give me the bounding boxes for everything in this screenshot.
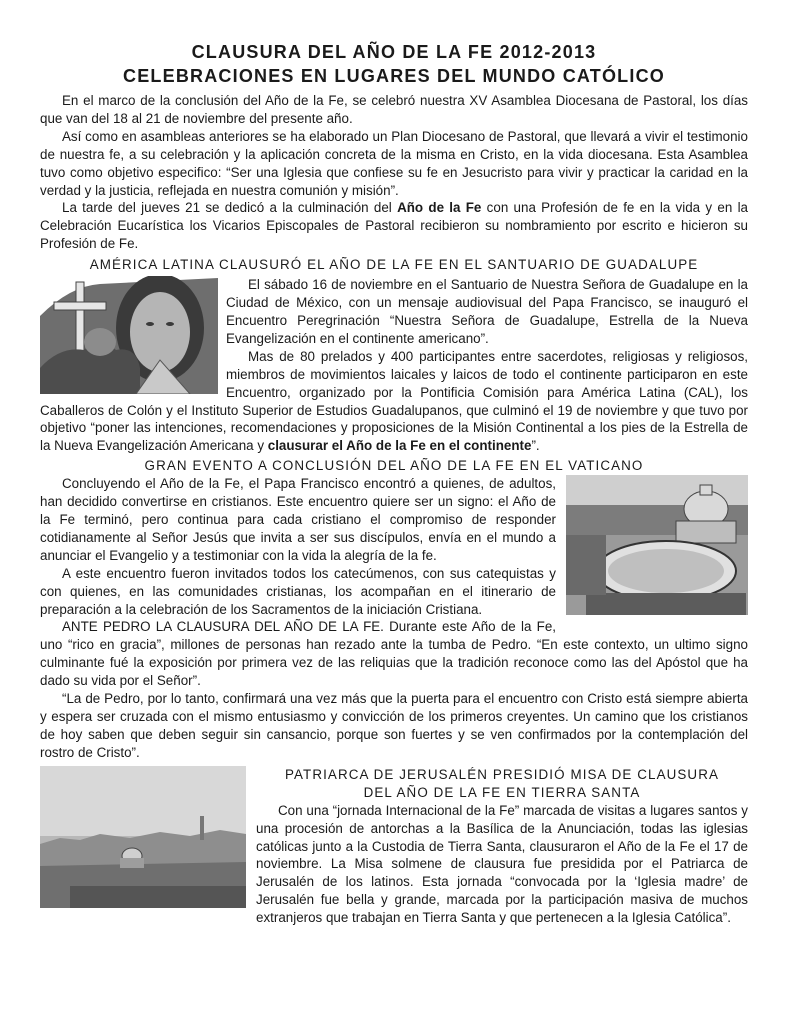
title-line-1: CLAUSURA DEL AÑO DE LA FE 2012-2013 [191,42,597,62]
section-jerusalen [40,766,748,927]
jerusalen-paragraph-1: Con una “jornada Internacional de la Fe” marcada de visitas a lugares santos y una procesión de antorchas a la Basílica de la Anunciación, todas las iglesias católicas junto a la Custodia de Tierra Santa, clausuraron el Año de la Fe el 17 de noviembre. La Misa solmene de clausura fue presidida por el Patriarca de Jerusalén de los latinos. Esta jornada “convocada por la ‘Iglesia madre’ de Jerusalén fue bella y grande, marcada por la participación masiva de muchos extranjeros que trabajan en Tierra Santa y que pertenecen a la Iglesia Católica”. [256,802,748,926]
jerusalem-image [40,766,246,908]
section-heading-jerusalen-2: DEL AÑO DE LA FE EN TIERRA SANTA [363,784,641,800]
vaticano-paragraph-4: “La de Pedro, por lo tanto, confirmará una vez más que la puerta para el encuentro con Cristo está siempre abierta y espera ser cruzada con el mismo entusiasmo y convicción de los primeros creyentes. Un camino que los cristianos de hoy saben que deben seguir sin cansancio, porque son fuertes y se ven confirmados por la contemplación del rostro de Cristo”. [40,691,748,760]
section-heading-vaticano: GRAN EVENTO A CONCLUSIÓN DEL AÑO DE LA FE EN EL VATICANO [144,458,644,474]
section-heading-guadalupe: AMÉRICA LATINA CLAUSURÓ EL AÑO DE LA FE EN EL SANTUARIO DE GUADALUPE [89,257,699,273]
vaticano-paragraph-1: Concluyendo el Año de la Fe, el Papa Francisco encontró a quienes, de adultos, han decidido convertirse en cristianos. Este encuentro quiere ser un signo: el Año de la Fe terminó, pero continua para cada cristiano el compromiso de responder cotidianamente al Señor Jesús que invita a ser sus discípulos, envía en el mundo a anunciar el Evangelio y a testimoniar con la vida la alegría de la fe. [40,476,556,563]
intro-paragraph-3: La tarde del jueves 21 se dedicó a la culminación del Año de la Fe con una Profesión de fe en la vida y en la Celebración Eucarística los Vicarios Episcopales de Pastoral recibieron su nombramiento por escrito e hicieron su Profesión de Fe. [40,200,748,252]
vaticano-paragraph-2: A este encuentro fueron invitados todos los catecúmenos, con sus catequistas y con quienes, en las comunidades cristianas, los acompañan en el itinerario de preparación a la celebración de los Sacramentos de la iniciación Cristiana. [40,565,556,617]
guadalupe-paragraph-2: Mas de 80 prelados y 400 participantes entre sacerdotes, religiosas y religiosos, miembros de movimientos laicales y laicos de todo el continente participaron en este Encuentro, organizado por la Pontificia Comisión para América Latina (CAL), los Caballeros de Colón y el Instituto Superior de Estudios Guadalupanos, que culminó el 19 de noviembre y que tuvo por objetivo “poner las intenciones, recomendaciones y proposiciones de la Misión Continental a los pies de la Estrella de la Nueva Evangelización Americana y clausurar el Año de la Fe en el continente”. [40,348,748,454]
section-guadalupe [40,276,748,455]
vaticano-paragraph-3: ANTE PEDRO LA CLAUSURA DEL AÑO DE LA FE. Durante este Año de la Fe, uno “rico en gracia”, millones de personas han rezado ante la tumba de Pedro. “En este contexto, un ultimo signo culminante fué la exposición por primera vez de las reliquias que la tradición reconoce como las del Apóstol que ha dado su vida por el Señor”. [40,619,748,689]
title-line-2: CELEBRACIONES EN LUGARES DEL MUNDO CATÓLICO [123,66,665,86]
intro-paragraph-2: Así como en asambleas anteriores se ha elaborado un Plan Diocesano de Pastoral, que llevará a vivir el testimonio de nuestra fe, a su celebración y la aplicación concreta de la misma en Cristo, en la vida diocesana. Esta Asamblea tuvo como objetivo especifico: “Ser una Iglesia que confiese su fe en Jesucristo para vivir y practicar la caridad en la verdad y la justicia, reflejada en nuestra comunión y misión”. [40,128,748,198]
guadalupe-image [40,276,218,394]
section-heading-jerusalen-1: PATRIARCA DE JERUSALÉN PRESIDIÓ MISA DE CLAUSURA [284,766,720,782]
section-vaticano [40,475,748,762]
intro-section [40,92,748,253]
guadalupe-paragraph-1: El sábado 16 de noviembre en el Santuario de Nuestra Señora de Guadalupe en la Ciudad de México, con un mensaje audiovisual del Papa Francisco, se inauguró el Encuentro Peregrinación “Nuestra Señora de Guadalupe, Estrella de la Nueva Evangelización en el continente americano”. [226,277,748,346]
intro-paragraph-1: En el marco de la conclusión del Año de la Fe, se celebró nuestra XV Asamblea Diocesana de Pastoral, los días que van del 18 al 21 de noviembre del presente año. [40,93,748,126]
document-title [40,40,748,88]
vatican-image [566,475,748,615]
